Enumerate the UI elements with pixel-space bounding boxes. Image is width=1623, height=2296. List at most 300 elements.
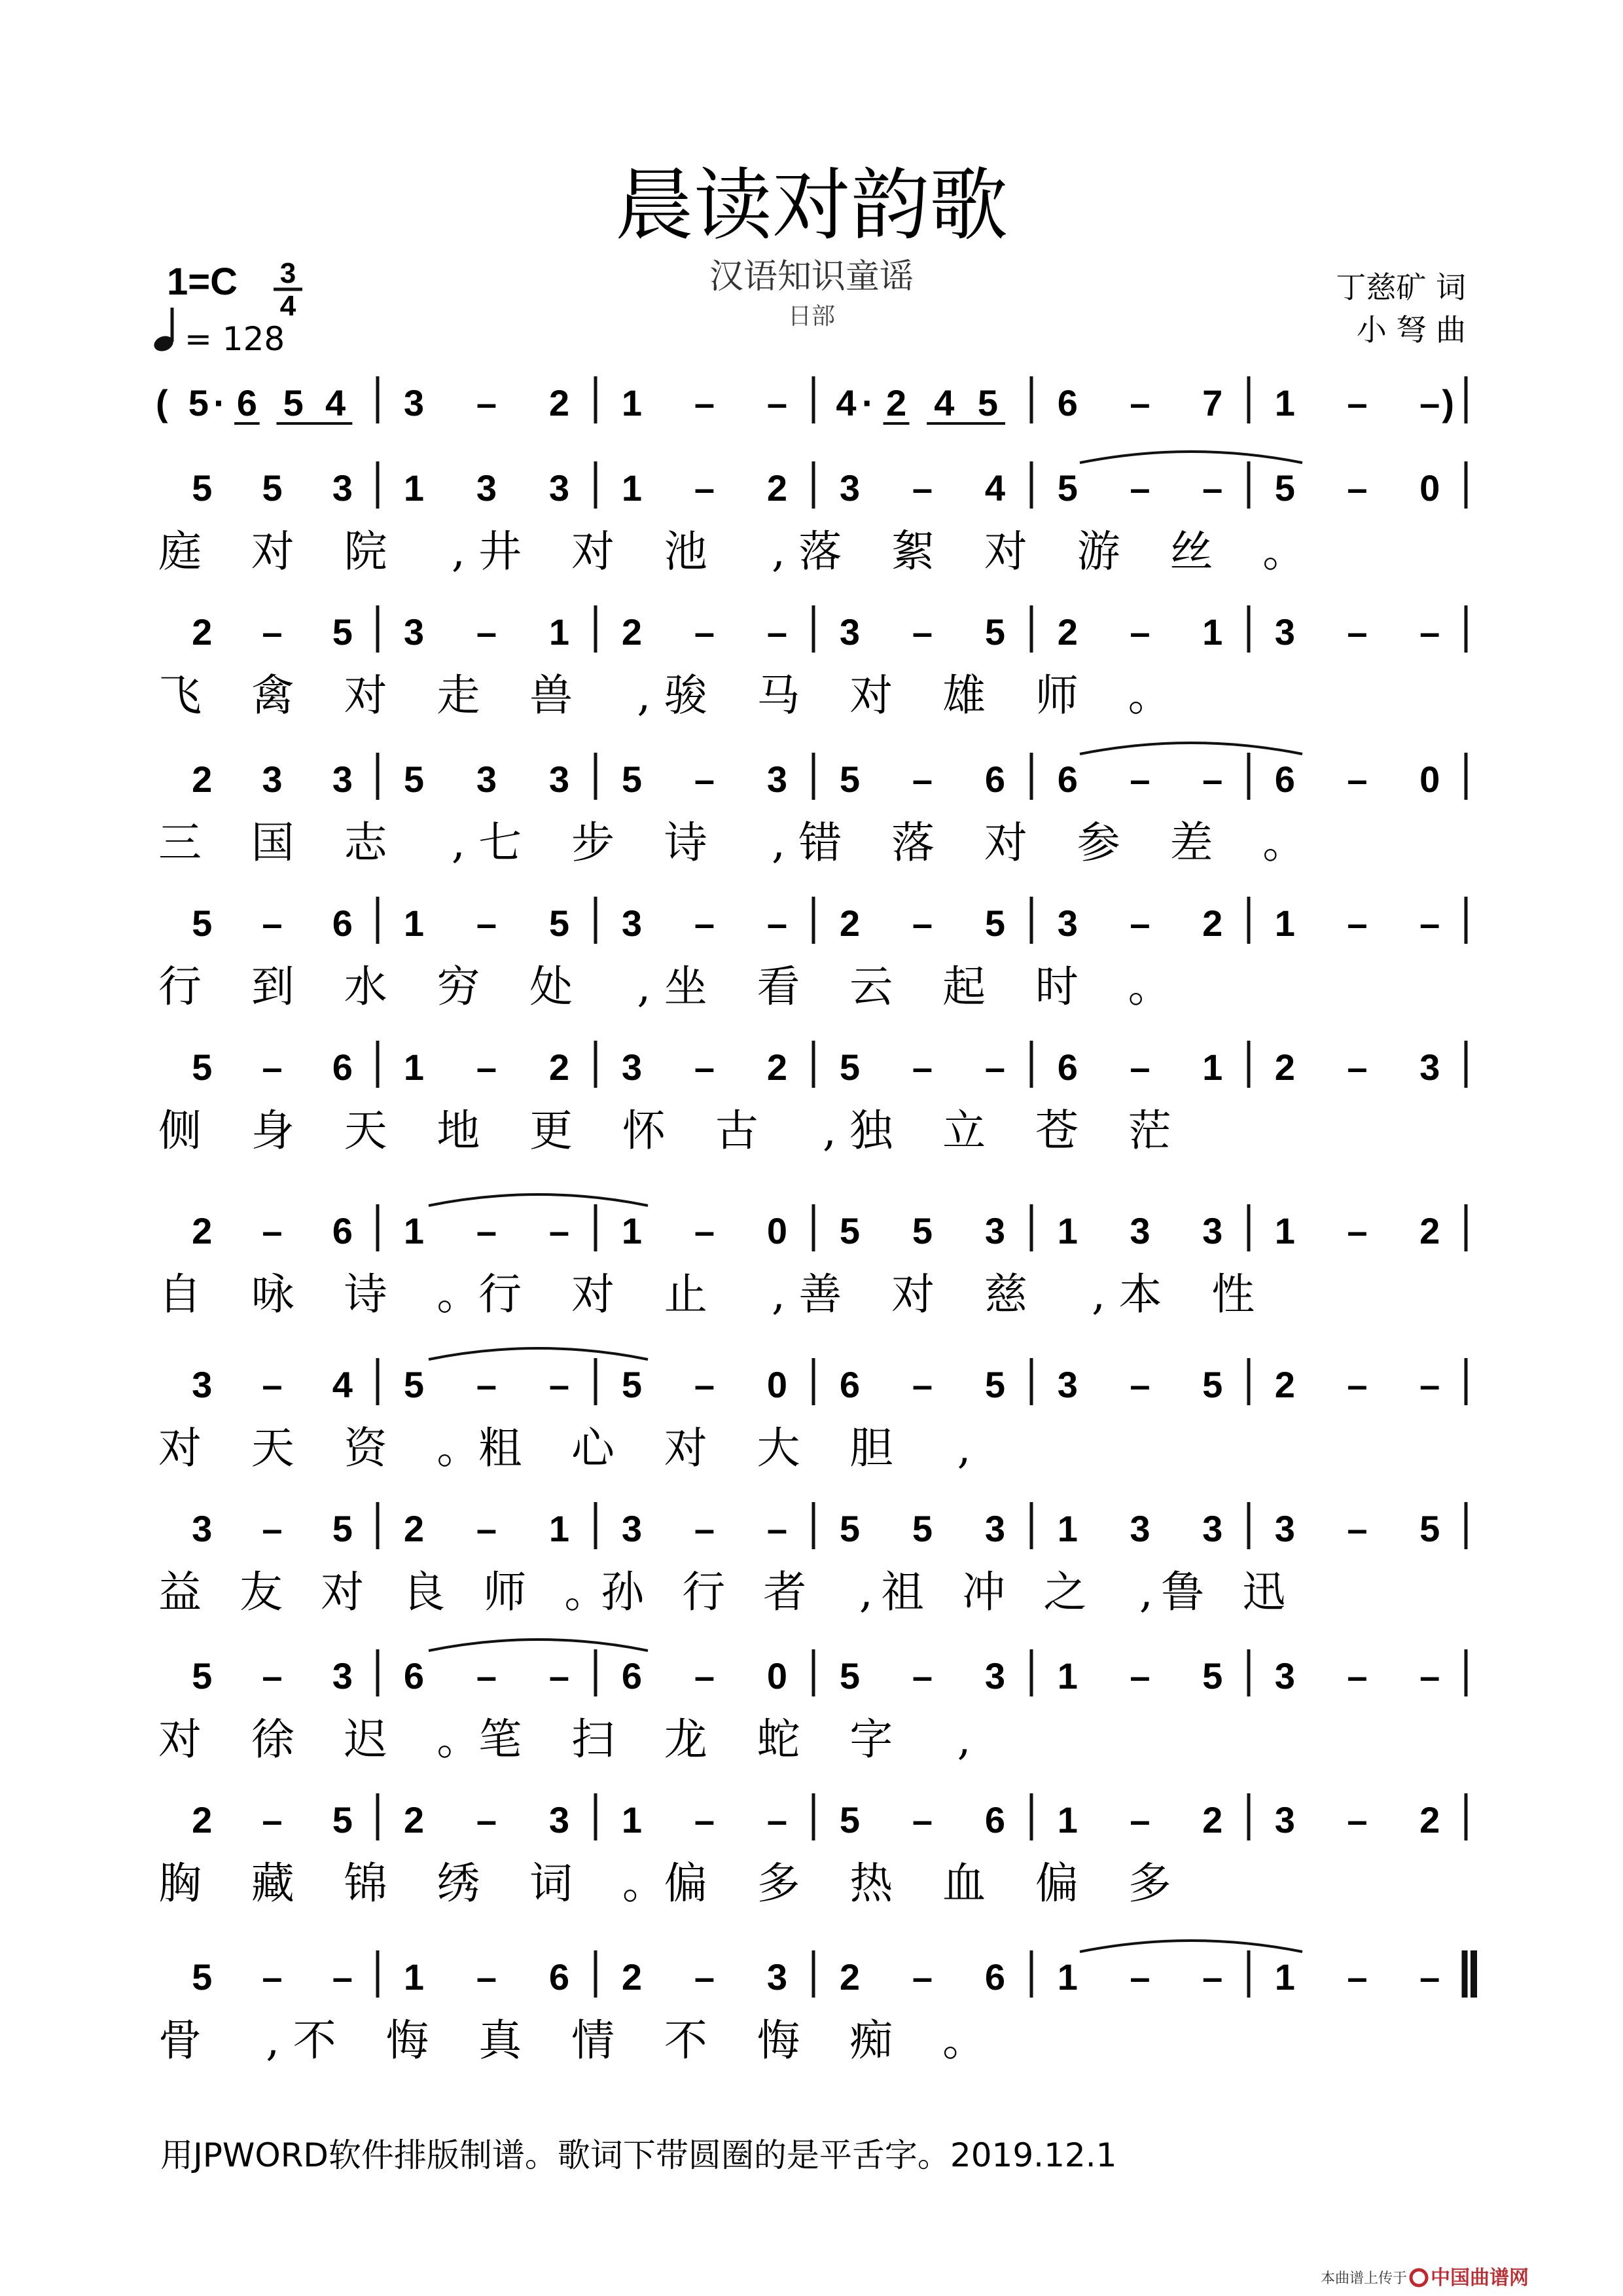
lyric-char: 徐 bbox=[251, 1714, 294, 1765]
melody-note: 6 bbox=[332, 1047, 353, 1088]
melody-note: 6 bbox=[332, 1210, 353, 1251]
melody-note: 3 bbox=[548, 759, 570, 800]
lyric-char: 慈 bbox=[984, 1269, 1027, 1319]
melody-note: 3 bbox=[1130, 1508, 1150, 1549]
lyric-punctuation: , bbox=[772, 817, 786, 868]
lyric-char: 飞 bbox=[158, 670, 202, 721]
melody-note: – bbox=[548, 1364, 570, 1405]
lyric-char: 独 bbox=[849, 1105, 893, 1156]
melody-note: 5 bbox=[839, 1047, 861, 1088]
melody-note: 2 bbox=[1202, 903, 1223, 944]
melody-note: 3 bbox=[1274, 1799, 1295, 1840]
melody-note: 3 bbox=[621, 903, 643, 944]
lyric-punctuation: , bbox=[1139, 1567, 1153, 1617]
melody-note: – bbox=[1202, 759, 1223, 800]
intro-note: 6 bbox=[236, 382, 257, 423]
melody-note: – bbox=[548, 1655, 570, 1696]
melody-note: – bbox=[694, 1047, 715, 1088]
melody-note: 2 bbox=[1419, 1799, 1440, 1840]
lyric-char: 院 bbox=[344, 526, 387, 577]
melody-note: – bbox=[766, 903, 788, 944]
melody-note: 6 bbox=[621, 1655, 643, 1696]
melody-note: 2 bbox=[766, 1047, 788, 1088]
melody-note: 2 bbox=[1057, 611, 1078, 653]
lyric-char: 锦 bbox=[344, 1858, 387, 1909]
melody-note: 5 bbox=[403, 759, 425, 800]
melody-note: 4 bbox=[332, 1364, 353, 1405]
melody-note: – bbox=[1347, 1508, 1368, 1549]
melody-note: 2 bbox=[192, 1210, 213, 1251]
melody-note: 3 bbox=[621, 1508, 643, 1549]
melody-note: – bbox=[262, 1799, 283, 1840]
melody-note: – bbox=[912, 759, 933, 800]
melody-note: 2 bbox=[621, 1956, 643, 1998]
lyric-char: 对 bbox=[344, 670, 387, 721]
intro-note: 1 bbox=[1274, 382, 1295, 423]
melody-note: – bbox=[262, 1364, 283, 1405]
melody-note: 1 bbox=[1057, 1799, 1078, 1840]
melody-note: 5 bbox=[912, 1508, 933, 1549]
lyric-char: 国 bbox=[251, 817, 294, 868]
arranger-note: 日部 bbox=[787, 303, 836, 330]
melody-note: – bbox=[694, 467, 715, 509]
melody-note: – bbox=[476, 1210, 497, 1251]
lyric-punctuation: 。 bbox=[1128, 961, 1171, 1012]
time-signature-top: 3 bbox=[279, 257, 296, 289]
melody-note: – bbox=[1347, 903, 1368, 944]
intro-note: · bbox=[213, 382, 226, 423]
melody-note: – bbox=[984, 1047, 1006, 1088]
lyric-char: 痴 bbox=[849, 2015, 893, 2066]
melody-note: 3 bbox=[766, 759, 788, 800]
melody-note: 5 bbox=[192, 1655, 213, 1696]
melody-note: 3 bbox=[984, 1655, 1006, 1696]
melody-note: 3 bbox=[192, 1364, 213, 1405]
melody-note: 5 bbox=[1274, 467, 1295, 509]
lyric-char: 不 bbox=[664, 2015, 707, 2066]
lyric-char: 错 bbox=[798, 817, 842, 868]
melody-note: 0 bbox=[766, 1210, 788, 1251]
tie-arc bbox=[1080, 1941, 1302, 1952]
melody-note: 3 bbox=[476, 759, 497, 800]
melody-note: – bbox=[1347, 1655, 1368, 1696]
intro-note: 4 bbox=[934, 382, 955, 423]
intro-note: 2 bbox=[885, 382, 907, 423]
melody-note: – bbox=[1347, 1047, 1368, 1088]
lyric-punctuation: , bbox=[451, 817, 465, 868]
melody-note: 1 bbox=[1274, 1956, 1295, 1998]
intro-note: – bbox=[476, 382, 497, 423]
melody-note: – bbox=[694, 759, 715, 800]
melody-note: 5 bbox=[912, 1210, 933, 1251]
lyric-char: 池 bbox=[664, 526, 707, 577]
intro-note: 5 bbox=[188, 382, 209, 423]
melody-note: – bbox=[1130, 467, 1150, 509]
lyric-char: 血 bbox=[942, 1858, 986, 1909]
song-subtitle: 汉语知识童谣 bbox=[709, 257, 914, 296]
footer-note: 用JPWORD软件排版制谱。歌词下带圆圈的是平舌字。2019.12.1 bbox=[160, 2136, 1117, 2174]
melody-note: – bbox=[476, 1364, 497, 1405]
melody-note: – bbox=[1202, 1956, 1223, 1998]
lyric-char: 祖 bbox=[881, 1567, 925, 1617]
melody-note: 6 bbox=[403, 1655, 425, 1696]
composer-credit: 小 弩 曲 bbox=[1356, 312, 1466, 348]
lyric-char: 孙 bbox=[601, 1567, 645, 1617]
lyric-char: 步 bbox=[571, 817, 615, 868]
lyric-char: 善 bbox=[798, 1269, 842, 1319]
lyric-char: 益 bbox=[158, 1567, 202, 1617]
melody-note: 5 bbox=[1202, 1655, 1223, 1696]
melody-note: 3 bbox=[1202, 1210, 1223, 1251]
melody-note: – bbox=[262, 611, 283, 653]
intro-note: 5 bbox=[283, 382, 304, 423]
lyric-punctuation: 。 bbox=[622, 1858, 666, 1909]
lyric-char: 看 bbox=[757, 961, 800, 1012]
lyric-char: 资 bbox=[344, 1423, 387, 1473]
melody-note: 3 bbox=[1130, 1210, 1150, 1251]
melody-note: – bbox=[1347, 1210, 1368, 1251]
melody-note: 2 bbox=[192, 611, 213, 653]
intro-note: · bbox=[861, 382, 874, 423]
lyric-char: 师 bbox=[1035, 670, 1079, 721]
lyric-punctuation: , bbox=[823, 1105, 836, 1156]
intro-note: 4 bbox=[836, 382, 857, 423]
lyric-char: 大 bbox=[757, 1423, 800, 1473]
melody-note: – bbox=[912, 611, 933, 653]
lyric-punctuation: 。 bbox=[942, 2015, 986, 2066]
melody-note: – bbox=[476, 1508, 497, 1549]
lyric-char: 友 bbox=[240, 1567, 283, 1617]
melody-note: – bbox=[1347, 1956, 1368, 1998]
lyric-char: 多 bbox=[1128, 1858, 1171, 1909]
lyric-char: 参 bbox=[1077, 817, 1120, 868]
melody-note: – bbox=[476, 1799, 497, 1840]
melody-note: 3 bbox=[262, 759, 283, 800]
tempo-mark: = 128 bbox=[185, 320, 285, 358]
intro-note: – bbox=[1130, 382, 1150, 423]
melody-note: – bbox=[476, 1655, 497, 1696]
melody-note: – bbox=[1347, 1799, 1368, 1840]
lyric-punctuation: 。 bbox=[437, 1423, 480, 1473]
melody-note: 2 bbox=[1419, 1210, 1440, 1251]
lyric-punctuation: , bbox=[637, 961, 651, 1012]
lyric-char: 对 bbox=[251, 526, 294, 577]
tie-arc bbox=[1080, 452, 1302, 463]
melody-note: – bbox=[476, 1047, 497, 1088]
lyric-char: 侧 bbox=[158, 1105, 202, 1156]
melody-note: 2 bbox=[548, 1047, 570, 1088]
intro-note: – bbox=[1419, 382, 1440, 423]
site-logo-icon bbox=[1411, 2270, 1427, 2286]
melody-note: – bbox=[476, 903, 497, 944]
lyric-char: 龙 bbox=[664, 1714, 707, 1765]
melody-note: 5 bbox=[1057, 467, 1078, 509]
melody-note: – bbox=[1130, 1799, 1150, 1840]
lyric-char: 偏 bbox=[1035, 1858, 1079, 1909]
lyric-char: 心 bbox=[571, 1423, 615, 1473]
melody-note: 3 bbox=[476, 467, 497, 509]
melody-note: 1 bbox=[1057, 1210, 1078, 1251]
lyric-char: 水 bbox=[344, 961, 387, 1012]
melody-note: 5 bbox=[839, 1655, 861, 1696]
lyric-char: 絮 bbox=[891, 526, 935, 577]
lyric-char: 古 bbox=[715, 1105, 758, 1156]
melody-note: – bbox=[1419, 1655, 1440, 1696]
lyric-punctuation: 。 bbox=[1128, 670, 1171, 721]
melody-note: 3 bbox=[1419, 1047, 1440, 1088]
intro-note: 3 bbox=[403, 382, 425, 423]
lyric-char: 处 bbox=[529, 961, 573, 1012]
lyric-char: 时 bbox=[1035, 961, 1079, 1012]
melody-note: 5 bbox=[332, 1508, 353, 1549]
lyric-char: 止 bbox=[664, 1269, 707, 1319]
melody-note: 2 bbox=[1274, 1047, 1295, 1088]
melody-note: – bbox=[1202, 467, 1223, 509]
melody-note: 2 bbox=[766, 467, 788, 509]
lyric-char: 骏 bbox=[664, 670, 707, 721]
tie-arc bbox=[429, 1348, 648, 1359]
lyric-char: 走 bbox=[437, 670, 480, 721]
lyric-char: 志 bbox=[344, 817, 387, 868]
lyric-char: 对 bbox=[571, 1269, 615, 1319]
melody-note: – bbox=[1130, 1047, 1150, 1088]
melody-note: 5 bbox=[192, 1956, 213, 1998]
melody-note: 5 bbox=[192, 467, 213, 509]
melody-note: – bbox=[766, 1508, 788, 1549]
melody-note: 3 bbox=[332, 467, 353, 509]
lyric-char: 丝 bbox=[1169, 526, 1213, 577]
melody-note: 5 bbox=[403, 1364, 425, 1405]
melody-note: 2 bbox=[1202, 1799, 1223, 1840]
melody-note: 3 bbox=[403, 611, 425, 653]
intro-note: 7 bbox=[1202, 382, 1223, 423]
intro-open-paren: ( bbox=[156, 382, 168, 423]
lyric-char: 七 bbox=[478, 817, 522, 868]
melody-note: 6 bbox=[1274, 759, 1295, 800]
tie-arc bbox=[1080, 743, 1302, 754]
melody-note: 3 bbox=[1274, 611, 1295, 653]
lyric-punctuation: , bbox=[957, 1714, 971, 1765]
melody-note: – bbox=[1419, 903, 1440, 944]
melody-note: 6 bbox=[332, 903, 353, 944]
melody-note: 5 bbox=[332, 611, 353, 653]
melody-note: 1 bbox=[1057, 1655, 1078, 1696]
lyric-char: 真 bbox=[478, 2015, 522, 2066]
lyric-char: 马 bbox=[757, 670, 800, 721]
melody-note: 4 bbox=[984, 467, 1006, 509]
lyric-char: 自 bbox=[158, 1269, 202, 1319]
lyric-punctuation: , bbox=[859, 1567, 873, 1617]
intro-note: – bbox=[1347, 382, 1368, 423]
melody-note: – bbox=[1130, 1956, 1150, 1998]
melody-note: 3 bbox=[839, 611, 861, 653]
lyric-char: 起 bbox=[942, 961, 986, 1012]
lyric-char: 对 bbox=[984, 817, 1027, 868]
lyric-char: 井 bbox=[478, 526, 522, 577]
melody-note: 1 bbox=[1274, 1210, 1295, 1251]
lyric-char: 立 bbox=[942, 1105, 986, 1156]
lyric-char: 对 bbox=[321, 1567, 365, 1617]
lyric-char: 胸 bbox=[158, 1858, 202, 1909]
melody-note: 5 bbox=[839, 1508, 861, 1549]
melody-note: – bbox=[912, 1799, 933, 1840]
intro-note: 6 bbox=[1057, 382, 1078, 423]
melody-note: – bbox=[476, 1956, 497, 1998]
intro-note: 1 bbox=[621, 382, 643, 423]
lyric-char: 者 bbox=[763, 1567, 807, 1617]
lyric-char: 性 bbox=[1211, 1269, 1255, 1319]
melody-note: 5 bbox=[1419, 1508, 1440, 1549]
intro-close-paren: ) bbox=[1442, 382, 1454, 423]
lyric-punctuation: , bbox=[451, 526, 465, 577]
melody-note: – bbox=[694, 611, 715, 653]
melody-note: 3 bbox=[332, 759, 353, 800]
melody-note: 5 bbox=[192, 903, 213, 944]
melody-note: – bbox=[1419, 611, 1440, 653]
lyric-char: 行 bbox=[682, 1567, 726, 1617]
melody-note: – bbox=[262, 1655, 283, 1696]
watermark-site: 中国曲谱网 bbox=[1431, 2267, 1529, 2289]
melody-note: 1 bbox=[1057, 1956, 1078, 1998]
lyric-punctuation: 。 bbox=[1262, 526, 1306, 577]
melody-note: – bbox=[1419, 1364, 1440, 1405]
melody-note: 1 bbox=[1057, 1508, 1078, 1549]
melody-note: – bbox=[262, 903, 283, 944]
lyric-char: 游 bbox=[1077, 526, 1120, 577]
lyric-char: 迟 bbox=[344, 1714, 387, 1765]
melody-note: 1 bbox=[548, 611, 570, 653]
melody-note: 2 bbox=[1274, 1364, 1295, 1405]
melody-note: 5 bbox=[192, 1047, 213, 1088]
lyric-char: 良 bbox=[402, 1567, 446, 1617]
melody-note: – bbox=[912, 1655, 933, 1696]
melody-note: 6 bbox=[984, 1956, 1006, 1998]
lyric-char: 骨 bbox=[158, 2015, 202, 2066]
melody-note: – bbox=[694, 903, 715, 944]
lyric-char: 蛇 bbox=[757, 1714, 800, 1765]
lyric-char: 行 bbox=[478, 1269, 522, 1319]
melody-note: – bbox=[262, 1047, 283, 1088]
melody-note: 5 bbox=[1202, 1364, 1223, 1405]
melody-note: 3 bbox=[1274, 1655, 1295, 1696]
melody-note: 2 bbox=[192, 759, 213, 800]
melody-note: 1 bbox=[403, 903, 425, 944]
lyric-char: 多 bbox=[757, 1858, 800, 1909]
lyric-char: 落 bbox=[891, 817, 935, 868]
melody-note: 2 bbox=[621, 611, 643, 653]
lyric-char: 藏 bbox=[251, 1858, 294, 1909]
lyric-char: 粗 bbox=[478, 1423, 522, 1473]
lyric-char: 身 bbox=[251, 1105, 294, 1156]
lyric-char: 到 bbox=[251, 961, 294, 1012]
lyric-char: 鲁 bbox=[1161, 1567, 1205, 1617]
melody-note: 1 bbox=[1202, 611, 1223, 653]
melody-note: 3 bbox=[621, 1047, 643, 1088]
melody-note: 6 bbox=[1057, 1047, 1078, 1088]
intro-note: 5 bbox=[977, 382, 998, 423]
lyric-char: 穷 bbox=[437, 961, 480, 1012]
melody-note: 0 bbox=[1419, 467, 1440, 509]
lyric-char: 对 bbox=[984, 526, 1027, 577]
melody-note: – bbox=[1347, 759, 1368, 800]
lyric-char: 迅 bbox=[1242, 1567, 1286, 1617]
lyric-char: 情 bbox=[571, 2015, 615, 2066]
lyric-char: 云 bbox=[849, 961, 893, 1012]
melody-note: – bbox=[1130, 1364, 1150, 1405]
melody-note: 6 bbox=[984, 759, 1006, 800]
melody-note: 6 bbox=[839, 1364, 861, 1405]
melody-note: 3 bbox=[332, 1655, 353, 1696]
melody-note: 3 bbox=[1057, 903, 1078, 944]
watermark-prefix: 本曲谱上传于 bbox=[1320, 2270, 1407, 2287]
melody-note: – bbox=[694, 1956, 715, 1998]
melody-note: – bbox=[694, 1364, 715, 1405]
lyric-char: 对 bbox=[891, 1269, 935, 1319]
lyric-char: 对 bbox=[571, 526, 615, 577]
melody-note: 6 bbox=[984, 1799, 1006, 1840]
melody-note: – bbox=[548, 1210, 570, 1251]
melody-note: 2 bbox=[839, 903, 861, 944]
melody-note: – bbox=[1419, 1956, 1440, 1998]
lyric-char: 热 bbox=[849, 1858, 893, 1909]
melody-note: 1 bbox=[1202, 1047, 1223, 1088]
melody-note: 2 bbox=[192, 1799, 213, 1840]
melody-note: 3 bbox=[548, 467, 570, 509]
melody-note: 3 bbox=[984, 1508, 1006, 1549]
lyric-punctuation: 。 bbox=[437, 1269, 480, 1319]
lyric-punctuation: 。 bbox=[437, 1714, 480, 1765]
melody-note: – bbox=[1130, 759, 1150, 800]
lyric-punctuation: , bbox=[772, 1269, 786, 1319]
melody-note: 6 bbox=[548, 1956, 570, 1998]
lyric-char: 师 bbox=[483, 1567, 527, 1617]
melody-note: 5 bbox=[621, 1364, 643, 1405]
melody-note: – bbox=[694, 1799, 715, 1840]
melody-note: – bbox=[1347, 611, 1368, 653]
melody-note: 3 bbox=[548, 1799, 570, 1840]
melody-note: – bbox=[912, 903, 933, 944]
melody-note: 2 bbox=[403, 1508, 425, 1549]
lyric-char: 扫 bbox=[571, 1714, 615, 1765]
intro-note: 2 bbox=[548, 382, 570, 423]
melody-note: 5 bbox=[984, 611, 1006, 653]
lyric-char: 诗 bbox=[664, 817, 707, 868]
lyric-punctuation: , bbox=[1092, 1269, 1106, 1319]
melody-note: 0 bbox=[1419, 759, 1440, 800]
melody-note: – bbox=[1130, 903, 1150, 944]
lyric-char: 怀 bbox=[622, 1105, 666, 1156]
lyric-punctuation: , bbox=[637, 670, 651, 721]
score-body bbox=[156, 376, 1474, 2066]
lyric-char: 之 bbox=[1043, 1567, 1087, 1617]
melody-note: 5 bbox=[839, 1210, 861, 1251]
intro-note: 4 bbox=[325, 382, 346, 423]
tie-arc bbox=[429, 1640, 648, 1651]
lyric-char: 行 bbox=[158, 961, 202, 1012]
melody-note: 1 bbox=[403, 1210, 425, 1251]
song-title: 晨读对韵歌 bbox=[615, 160, 1008, 251]
melody-note: 5 bbox=[839, 1799, 861, 1840]
watermark bbox=[1321, 2267, 1529, 2289]
melody-note: 3 bbox=[1202, 1508, 1223, 1549]
melody-note: – bbox=[262, 1508, 283, 1549]
melody-note: 5 bbox=[262, 467, 283, 509]
lyric-char: 对 bbox=[158, 1714, 202, 1765]
melody-note: – bbox=[1347, 1364, 1368, 1405]
melody-note: – bbox=[332, 1956, 353, 1998]
lyric-char: 字 bbox=[849, 1714, 893, 1765]
lyric-char: 悔 bbox=[757, 2015, 800, 2066]
